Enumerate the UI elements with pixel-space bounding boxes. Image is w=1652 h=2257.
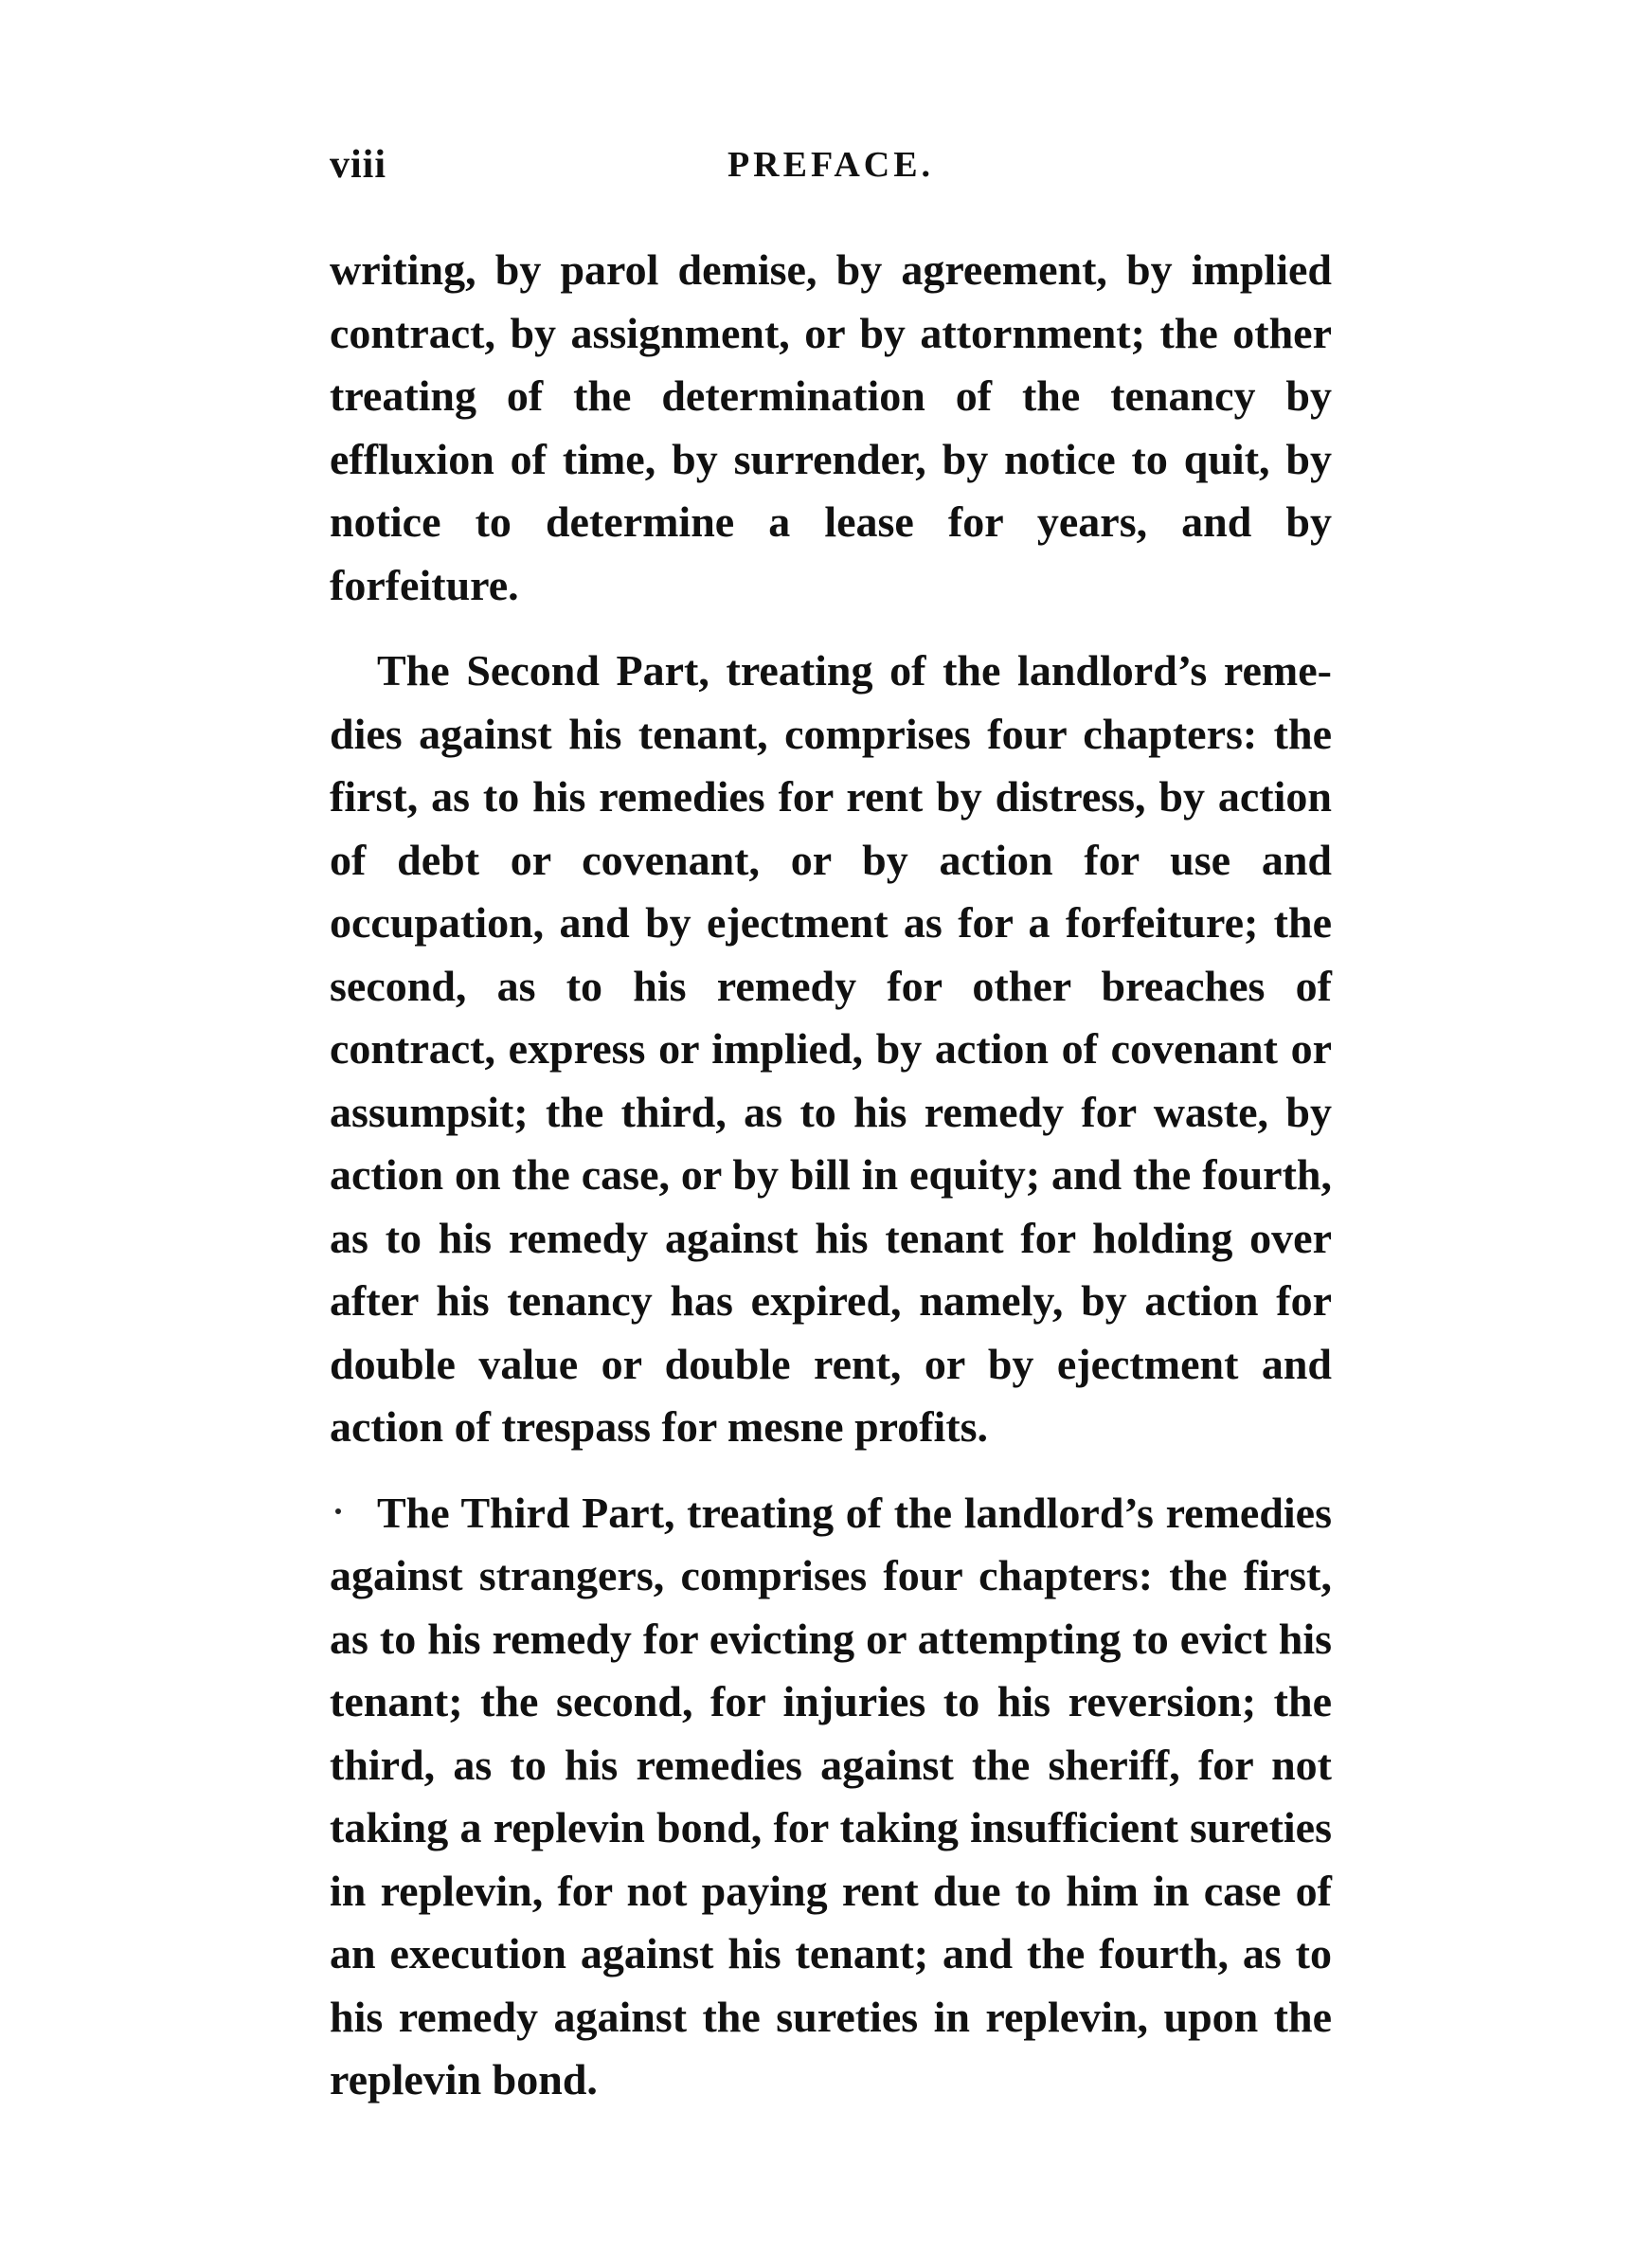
page-header-title: PREFACE. xyxy=(727,145,935,185)
body-text xyxy=(330,239,1332,2112)
page-number: viii xyxy=(330,143,387,187)
running-head xyxy=(330,142,1332,199)
paragraph-second-part: The Second Part, treating of the landlord’s remedies against his tenant, comprises four chapters: the first, as to his remedies for rent by distress, by action of debt or covenant, or by action for use and occupation, and by ejectment as for a forfeiture; the second, as to his remedy for other breaches of contract, express or implied, by action of covenant or assumpsit; the third, as to his remedy for waste, by action on the case, or by bill in equity; and the fourth, as to his remedy against his tenant for holding over after his tenancy has expired, namely, by action for double value or double rent, or by ejectment and action of trespass for mesne profits. xyxy=(330,646,1332,1451)
paragraph-continuation: writing, by parol demise, by agreement, by implied contract, by assignment, or by attornment; the other treating of the determination of the tenancy by effluxion of time, by surrender, by notice to quit, by notice to determine a lease for years, and by forfeiture. xyxy=(330,245,1332,609)
ink-speck xyxy=(335,1508,341,1514)
paragraph-third-part: The Third Part, treating of the landlord’s remedies against strangers, comprises four chapters: the first, as to his remedy for evicting or attempting to evict his tenant; the second, for injuries to his reversion; the third, as to his remedies against the sheriff, for not taking a replevin bond, for taking insufficient sureties in replevin, for not paying rent due to him in case of an execution against his tenant; and the fourth, as to his remedy against the sureties in replevin, upon the replevin bond. xyxy=(330,1488,1332,2104)
